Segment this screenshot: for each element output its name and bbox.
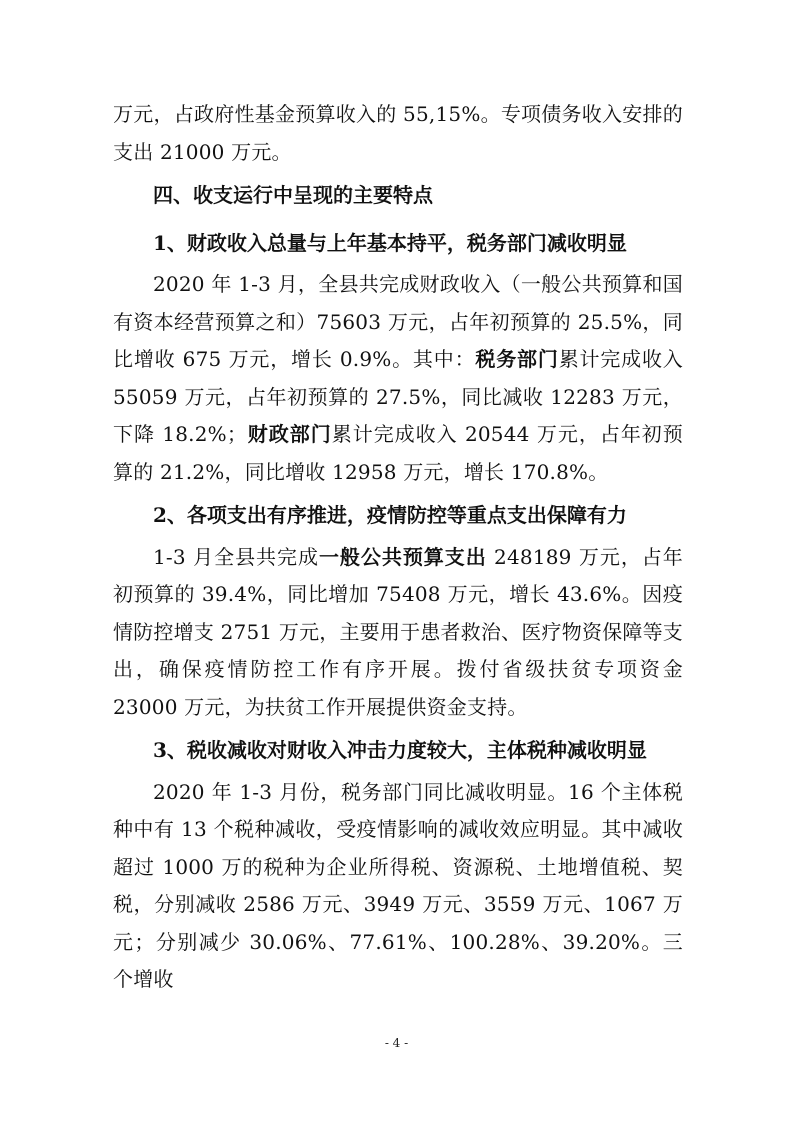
keyword-public-budget: 一般公共预算支出	[318, 544, 487, 569]
keyword-tax-dept: 税务部门	[475, 347, 559, 371]
revenue-text-c: 累计完成收入 20544 万元，占年初预算的 21.2%，同比增收 12958 万元，增长 170.8%。	[113, 422, 683, 484]
expenditure-text-a: 1-3 月全县共完成	[153, 544, 319, 569]
page-number: - 4 -	[384, 1036, 409, 1050]
document-body	[113, 96, 683, 999]
paragraph-tax-reduction: 2020 年 1-3 月份，税务部门同比减收明显。16 个主体税种中有 13 个税种减收，受疫情影响的减收效应明显。其中减收超过 1000 万的税种为企业所得税、资源税、土地增值税、契税，分别减收 2586 万元、3949 万元、3559 万元、1067 万元；分别减少 30.06%、77.61%、100.28%、39.20%。三个增收	[113, 779, 683, 991]
paragraph-revenue	[113, 266, 683, 491]
paragraph-expenditure	[113, 539, 683, 727]
paragraph-continued: 万元，占政府性基金预算收入的 55,15%。专项债务收入安排的支出 21000 万元。	[113, 102, 683, 164]
subsection-heading-2: 2、各项支出有序推进，疫情防控等重点支出保障有力	[153, 503, 627, 527]
subsection-heading-3: 3、税收减收对财收入冲击力度较大，主体税种减收明显	[153, 738, 647, 762]
revenue-text-a: 2020 年 1-3 月，全县共完成财政收入（一般公共预算和国有资本经营预算之和）75603 万元，占年初预算的 25.5%，同比增收 675 万元，增长 0.9%。其中：	[113, 272, 683, 371]
subsection-heading-1: 1、财政收入总量与上年基本持平，税务部门减收明显	[153, 230, 627, 255]
expenditure-text-b: 248189 万元，占年初预算的 39.4%，同比增加 75408 万元，增长 43.6%。因疫情防控增支 2751 万元，主要用于患者救治、医疗物资保障等支出，确保疫情防控工作有序开展。拨付省级扶贫专项资金 23000 万元，为扶贫工作开展提供资金支持。	[113, 544, 683, 719]
revenue-text-b: 累计完成收入 55059 万元，占年初预算的 27.5%，同比减收 12283 万元，下降 18.2%；	[113, 347, 683, 446]
keyword-finance-dept: 财政部门	[247, 422, 332, 446]
section-heading: 四、收支运行中呈现的主要特点	[153, 183, 433, 207]
